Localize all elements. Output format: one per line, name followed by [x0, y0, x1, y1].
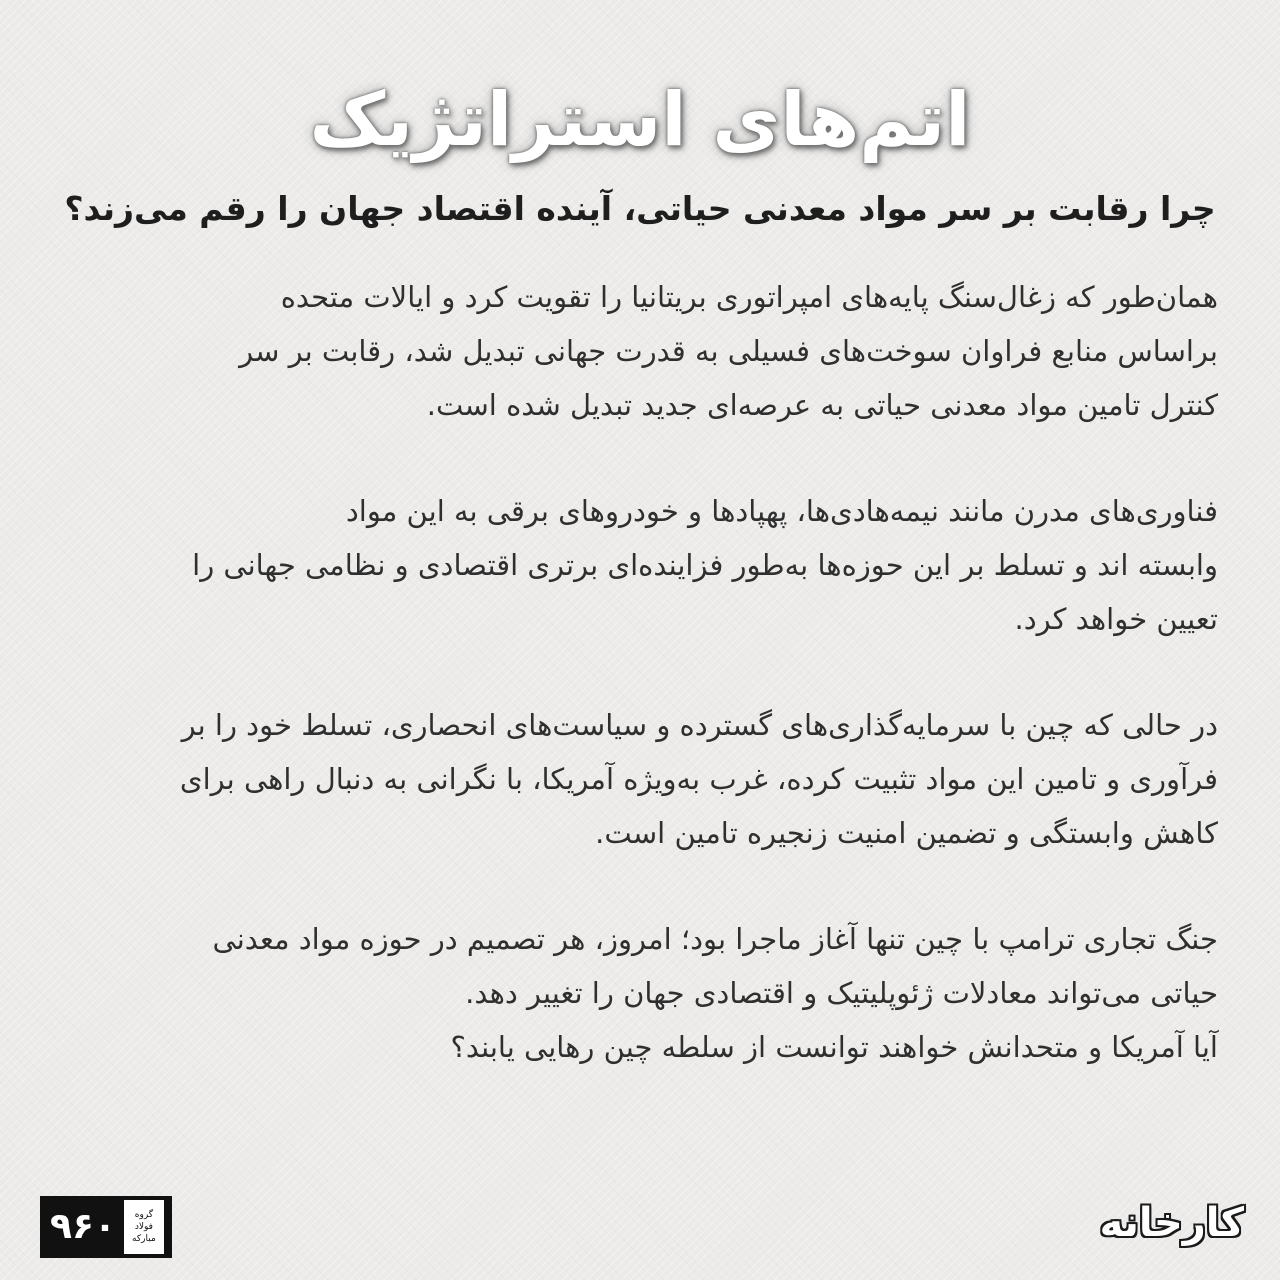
paragraph-line: همان‌طور که زغال‌سنگ پایه‌های امپراتوری بریتانیا را تقویت کرد و ایالات متحده: [280, 280, 1218, 314]
paragraph-2: [62, 484, 1218, 646]
page-subtitle: چرا رقابت بر سر مواد معدنی حیاتی، آینده اقتصاد جهان را رقم می‌زند؟: [64, 189, 1216, 228]
paragraph-line: فناوری‌های مدرن مانند نیمه‌هادی‌ها، پهپادها و خودروهای برقی به این مواد: [345, 494, 1218, 528]
paragraph-line: کنترل تامین مواد معدنی حیاتی به عرصه‌ای جدید تبدیل شده است.: [426, 388, 1218, 422]
mobarakeh-steel-logo: [40, 1196, 172, 1258]
karkhaneh-logo: کارخانه: [1099, 1200, 1244, 1246]
paragraph-3: [62, 698, 1218, 860]
page-title: اتم‌های استراتژیک: [309, 77, 971, 163]
paragraph-line: کاهش وابستگی و تضمین امنیت زنجیره تامین است.: [595, 816, 1218, 850]
logo-tagline-line: مبارکه: [132, 1234, 156, 1244]
paragraph-line: آیا آمریکا و متحدانش خواهند توانست از سلطه چین رهایی یابند؟: [450, 1030, 1218, 1064]
logo-tagline-line: گروه: [134, 1210, 154, 1220]
logo-tagline-line: فولاد: [134, 1222, 153, 1232]
paragraph-4: [62, 912, 1218, 1074]
logo-number: ۹۶۰: [50, 1206, 116, 1247]
paragraph-line: فرآوری و تامین این مواد تثبیت کرده، غرب به‌ویژه آمریکا، با نگرانی به دنبال راهی برای: [179, 762, 1218, 796]
logo-tagline: [124, 1200, 164, 1254]
paragraph-line: براساس منابع فراوان سوخت‌های فسیلی به قدرت جهانی تبدیل شد، رقابت بر سر: [239, 334, 1218, 368]
paragraph-1: [62, 270, 1218, 432]
paragraph-line: جنگ تجاری ترامپ با چین تنها آغاز ماجرا بود؛ امروز، هر تصمیم در حوزه مواد معدنی: [212, 922, 1218, 956]
paragraph-line: در حالی که چین با سرمایه‌گذاری‌های گسترده و سیاست‌های انحصاری، تسلط خود را بر: [181, 708, 1218, 742]
paragraph-line: تعیین خواهد کرد.: [1014, 602, 1218, 636]
article-body: [62, 270, 1218, 1074]
paragraph-line: وابسته اند و تسلط بر این حوزه‌ها به‌طور فزاینده‌ای برتری اقتصادی و نظامی جهانی را: [192, 548, 1218, 582]
paragraph-line: حیاتی می‌تواند معادلات ژئوپلیتیک و اقتصادی جهان را تغییر دهد.: [465, 976, 1218, 1010]
